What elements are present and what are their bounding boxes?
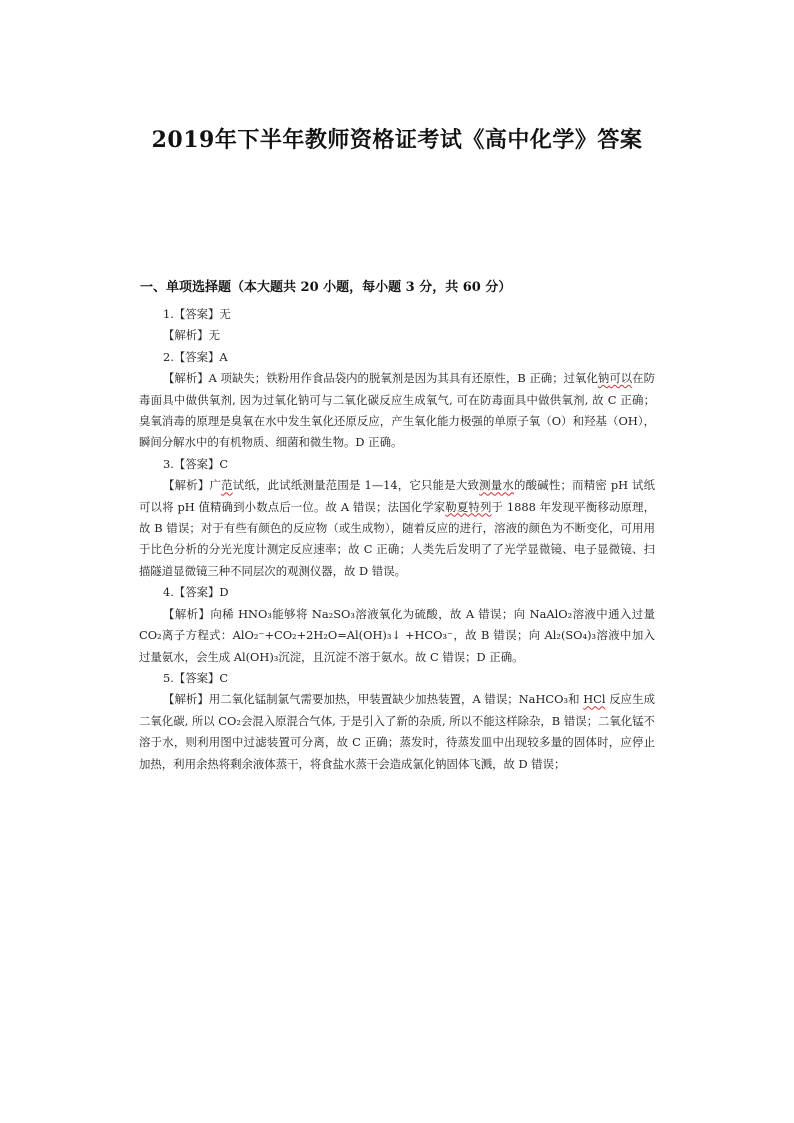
- spellcheck-underlined-text: 测量水: [479, 478, 515, 493]
- analysis-paragraph: [139, 475, 655, 582]
- spellcheck-underlined-text: 勒夏特列: [445, 499, 492, 514]
- answer-line: 2.【答案】A: [163, 349, 228, 364]
- analysis-text: 反应生成二氧化碳, 所以 CO₂会混入原混合气体, 于是引入了新的杂质, 所以不能这样除杂，B 错误；二氧化锰不溶于水，则利用图中过滤装置可分离，故 C 正确；蒸发时，待蒸发皿中出现较多量的固体时，应停止加热，利用余热将剩余液体蒸干，将食盐水蒸干会造成氯化钠固体飞溅，故 D 错误；: [139, 692, 655, 771]
- answer-line: 3.【答案】C: [163, 456, 229, 471]
- analysis-text: 于 1888 年发现平衡移动原理，故 B 错误；对于有些有颜色的反应物（或生成物），随着反应的进行，溶液的颜色为不断变化，可用用于比色分析的分光光度计测定反应速率；故 C 正确；人类先后发明了了光学显微镜、电子显微镜、扫描隧道显微镜三种不同层次的观测仪器，故 D 错误。: [139, 499, 655, 578]
- analysis-text: 【解析】用二氧化锰制氯气需要加热，甲装置缺少加热装置，A 错误；NaHCO₃和: [163, 692, 584, 707]
- spellcheck-underlined-text: HCl: [583, 692, 606, 707]
- analysis-paragraph: 【解析】向稀 HNO₃能够将 Na₂SO₃溶液氧化为硫酸，故 A 错误；向 NaAlO₂溶液中通入过量 CO₂离子方程式：AlO₂⁻+CO₂+2H₂O=Al(OH)₃↓ +HCO₃⁻，故 B 错误；向 Al₂(SO₄)₃溶液中加入过量氨水，会生成 Al(OH)₃沉淀，且沉淀不溶于氨水。故 C 错误；D 正确。: [139, 606, 655, 664]
- spellcheck-underlined-text: 钠: [597, 371, 610, 386]
- analysis-paragraph: [139, 689, 655, 775]
- spellcheck-underlined-text: 范: [221, 478, 233, 493]
- section-heading: 一、单项选择题（本大题共 20 小题，每小题 3 分，共 60 分）: [140, 280, 512, 295]
- answer-line: 5.【答案】C: [163, 670, 229, 685]
- analysis-text: 的酸碱性；而精密 pH 试纸可以将 pH 值精确到小数点后一位。故 A 错误；法国化学家: [139, 478, 655, 514]
- document-title: 2019年下半年教师资格证考试《高中化学》答案: [151, 127, 643, 153]
- answer-list: [139, 304, 655, 775]
- analysis-text: 【解析】A 项缺失；铁粉用作食品袋内的脱氧剂是因为其具有还原性，B 正确；过氧化: [163, 371, 598, 386]
- spellcheck-underlined-text: 可以: [609, 371, 633, 386]
- analysis-paragraph: [139, 368, 655, 454]
- analysis-text: 试纸，此试纸测量范围是 1—14，它只能是大致: [232, 478, 480, 493]
- answer-line: 4.【答案】D: [163, 585, 229, 600]
- analysis-text: 在防毒面具中做供氧剂, 因为过氧化钠可与二氧化碳反应生成氧气, 可在防毒面具中做供氧剂, 故 C 正确；臭氧消毒的原理是臭氧在水中发生氧化还原反应，产生氧化能力极强的单原子氧（O）和羟基（OH），瞬间分解水中的有机物质、细菌和微生物。D 正确。: [139, 371, 655, 450]
- analysis-text: 【解析】广: [163, 478, 222, 493]
- answer-line: 1.【答案】无: [163, 307, 231, 321]
- analysis-paragraph: 【解析】无: [163, 328, 220, 343]
